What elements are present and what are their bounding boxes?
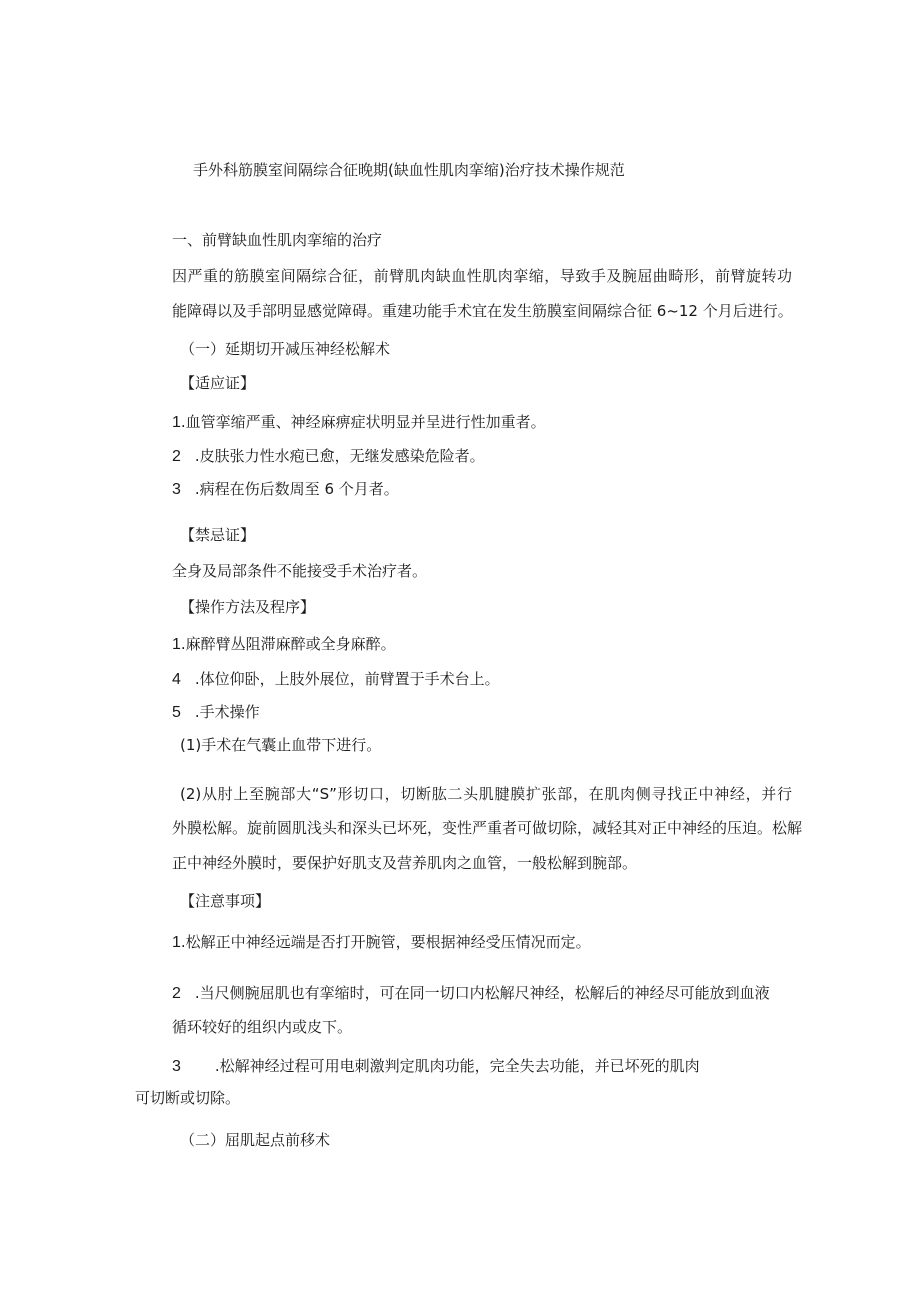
operation-step: (1)手术在气囊止血带下进行。 [180,736,382,754]
indication-item: 3 .病程在伤后数周至 6 个月者。 [172,480,399,498]
document-title: 手外科筋膜室间隔综合征晚期(缺血性肌肉挛缩)治疗技术操作规范 [193,161,625,179]
contraindication-text: 全身及局部条件不能接受手术治疗者。 [172,562,428,580]
method-item: 1.麻醉臂丛阻滞麻醉或全身麻醉。 [172,635,396,653]
note-item-line: 循环较好的组织内或皮下。 [172,1018,353,1036]
notes-label: 【注意事项】 [180,892,271,910]
operation-step: (2)从肘上至腕部大“S”形切口，切断肱二头肌腱膜扩张部，在肌肉侧寻找正中神经，并行 [180,785,792,803]
method-item: 4 .体位仰卧，上肢外展位，前臂置于手术台上。 [172,670,500,688]
indication-item: 2 .皮肤张力性水疱已愈，无继发感染危险者。 [172,447,485,465]
note-item-line: 可切断或切除。 [135,1089,241,1107]
contraindications-label: 【禁忌证】 [180,526,256,544]
note-item: 3 .松解神经过程可用电刺激判定肌肉功能，完全失去功能，并已坏死的肌肉 [172,1057,700,1075]
indication-item: 1.血管挛缩严重、神经麻痹症状明显并呈进行性加重者。 [172,413,546,431]
indications-label: 【适应证】 [180,374,256,392]
intro-line: 因严重的筋膜室间隔综合征，前臂肌肉缺血性肌肉挛缩，导致手及腕屈曲畸形，前臂旋转功 [172,267,792,285]
section-heading: 一、前臂缺血性肌肉挛缩的治疗 [172,231,383,249]
note-item: 1.松解正中神经远端是否打开腕管，要根据神经受压情况而定。 [172,933,591,951]
subsection-heading: （二）屈肌起点前移术 [180,1131,331,1149]
subsection-heading: （一）延期切开减压神经松解术 [180,340,391,358]
operation-step-line: 外膜松解。旋前圆肌浅头和深头已坏死，变性严重者可做切除，减轻其对正中神经的压迫。松解 [172,819,803,837]
method-label: 【操作方法及程序】 [180,598,316,616]
method-item: 5 .手术操作 [172,703,260,721]
intro-line: 能障碍以及手部明显感觉障碍。重建功能手术宜在发生筋膜室间隔综合征 6~12 个月后进行。 [172,302,793,320]
operation-step-line: 正中神经外膜时，要保护好肌支及营养肌肉之血管，一般松解到腕部。 [172,854,638,872]
note-item: 2 .当尺侧腕屈肌也有挛缩时，可在同一切口内松解尺神经，松解后的神经尽可能放到血液 [172,984,770,1002]
